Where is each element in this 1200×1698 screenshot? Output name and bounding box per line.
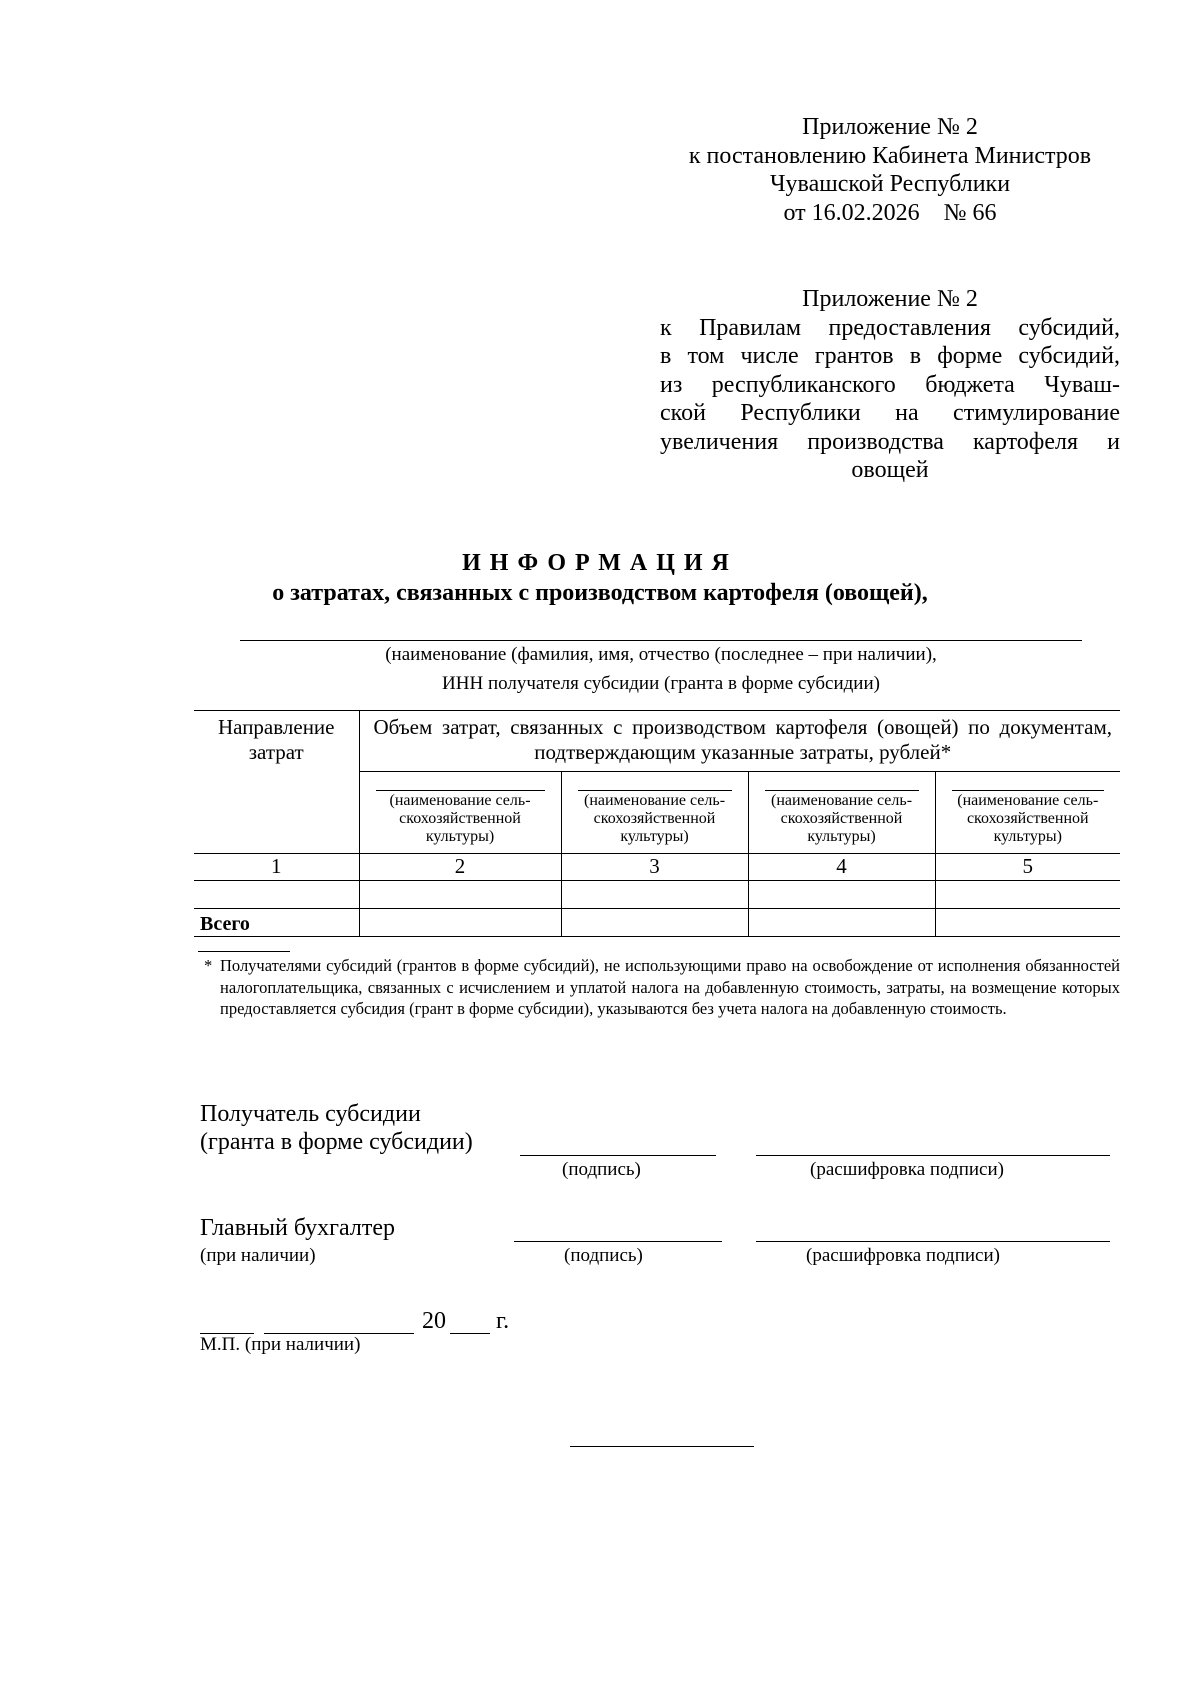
crop-name-cell — [935, 772, 1120, 854]
crop-name-cell — [359, 772, 561, 854]
recipient-caption-line: ИНН получателя субсидии (гранта в форме субсидии) — [442, 673, 880, 694]
crop-name-cell — [561, 772, 748, 854]
table-cell — [748, 881, 935, 909]
accountant-signature-line — [514, 1241, 722, 1242]
appendix-rules-line: ской Республики на стимулирование — [660, 400, 1120, 426]
table-cell — [359, 881, 561, 909]
end-separator — [570, 1446, 754, 1447]
document-subtitle: о затратах, связанных с производством картофеля (овощей), — [272, 580, 928, 606]
accountant-decoding-line — [756, 1241, 1110, 1242]
table-column-numbers-row — [194, 854, 1120, 881]
appendix-rules-line: из республиканского бюджета Чуваш- — [660, 371, 1120, 398]
table-header-row — [194, 711, 1120, 772]
column-number: 1 — [194, 854, 359, 881]
column-number: 2 — [359, 854, 561, 881]
appendix-resolution-line: Приложение № 2 — [802, 114, 978, 140]
table-cell — [748, 909, 935, 937]
appendix-rules-block — [660, 285, 1120, 485]
recipient-signature-label — [200, 1100, 473, 1156]
table-total-row — [194, 909, 1120, 937]
accountant-decoding-caption: (расшифровка подписи) — [806, 1245, 1000, 1266]
appendix-resolution-line: к постановлению Кабинета Министров — [688, 142, 1092, 169]
crop-name-caption: (наименование сельскохозяйственной культуры) — [389, 792, 531, 845]
crop-name-cell — [748, 772, 935, 854]
appendix-resolution-block — [660, 113, 1120, 227]
footnote-mark: * — [204, 956, 213, 975]
recipient-signature-caption: (подпись) — [562, 1159, 641, 1180]
recipient-label-line: (гранта в форме субсидии) — [200, 1129, 473, 1155]
table-cell — [935, 909, 1120, 937]
footnote-separator — [198, 951, 290, 952]
footnote-text: Получателями субсидий (грантов в форме субсидий), не использующими право на освобождение от исполнения обязанностей налогоплательщика, связанных с исчислением и уплатой налога на добавленную стоимость, затраты, на возмещение которых предоставляется субсидия (грант в форме субсидии), указываются без учета налога на добавленную стоимость. — [220, 956, 1120, 1018]
costs-table — [194, 710, 1120, 937]
year-blank — [450, 1333, 490, 1334]
recipient-label-line: Получатель субсидии — [200, 1101, 421, 1127]
table-row — [194, 881, 1120, 909]
recipient-decoding-line — [756, 1155, 1110, 1156]
recipient-decoding-caption: (расшифровка подписи) — [810, 1159, 1004, 1180]
table-cell — [935, 881, 1120, 909]
table-cell — [561, 909, 748, 937]
appendix-rules-last-line: овощей — [851, 457, 929, 483]
stamp-place: М.П. (при наличии) — [200, 1334, 361, 1355]
column-number: 4 — [748, 854, 935, 881]
footnote — [204, 955, 1120, 1020]
table-cell — [194, 881, 359, 909]
appendix-resolution-date-number: от 16.02.2026 № 66 — [783, 199, 997, 226]
accountant-note: (при наличии) — [200, 1245, 316, 1266]
recipient-caption — [240, 643, 1082, 695]
recipient-signature-line — [520, 1155, 716, 1156]
recipient-caption-line: (наименование (фамилия, имя, отчество (последнее – при наличии), — [385, 644, 937, 665]
column-number: 5 — [935, 854, 1120, 881]
year-suffix: г. — [496, 1308, 510, 1334]
crop-name-caption: (наименование сельскохозяйственной культуры) — [770, 792, 913, 845]
total-label: Всего — [194, 909, 359, 937]
document-title: ИНФОРМАЦИЯ — [462, 550, 738, 576]
appendix-rules-line: увеличения производства картофеля и — [660, 428, 1120, 455]
appendix-rules-line: к Правилам предоставления субсидий, — [660, 314, 1120, 341]
appendix-rules-heading: Приложение № 2 — [802, 286, 978, 312]
recipient-name-fill-line — [240, 640, 1082, 641]
crop-name-caption: (наименование сельскохозяйственной культуры) — [583, 792, 726, 845]
accountant-label: Главный бухгалтер — [200, 1215, 395, 1241]
table-cell — [359, 909, 561, 937]
crop-name-caption: (наименование сельскохозяйственной культуры) — [957, 792, 1099, 845]
column-number: 3 — [561, 854, 748, 881]
appendix-resolution-line: Чувашской Республики — [769, 171, 1011, 197]
header-cost-direction: Направление затрат — [194, 711, 359, 854]
appendix-rules-line: в том числе грантов в форме субсидий, — [660, 343, 1120, 369]
year-prefix: 20 — [422, 1308, 446, 1334]
accountant-signature-caption: (подпись) — [564, 1245, 643, 1266]
table-cell — [561, 881, 748, 909]
header-cost-volume: Объем затрат, связанных с производством картофеля (овощей) по документам, подтверждающим указанные затраты, рублей* — [359, 711, 1120, 772]
